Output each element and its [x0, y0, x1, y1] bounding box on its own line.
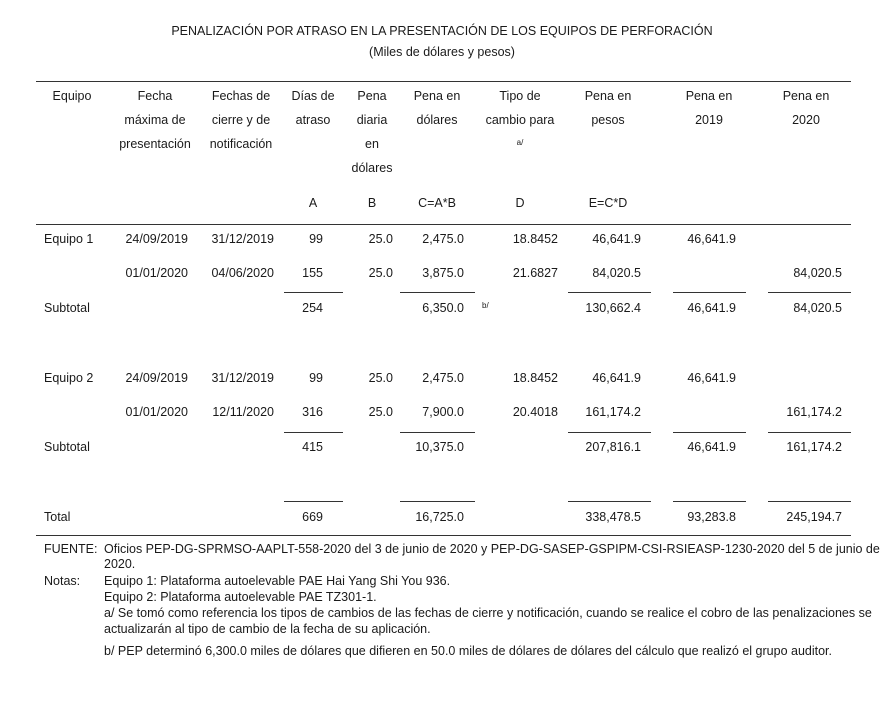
formula-a: A [308, 196, 318, 210]
cell-pena-dolares: 3,875.0 [422, 266, 464, 280]
cell-dias: 254 [302, 301, 323, 315]
header-fechas-cierre-2: cierre y de [211, 113, 271, 127]
cell-pena-pesos: 161,174.2 [585, 405, 641, 419]
header-dias-1: Días de [291, 89, 335, 103]
subtotal-rule [568, 292, 651, 293]
cell-dias: 316 [302, 405, 323, 419]
subtotal-rule [768, 292, 851, 293]
header-pena-pesos-1: Pena en [584, 89, 632, 103]
cell-fecha-cierre: 12/11/2020 [212, 405, 274, 419]
cell-pena-2020: 245,194.7 [786, 510, 842, 524]
total-rule [400, 501, 475, 502]
table-title: PENALIZACIÓN POR ATRASO EN LA PRESENTACIÓN DE LOS EQUIPOS DE PERFORACIÓN [171, 24, 713, 38]
cell-tipo-cambio: 21.6827 [512, 266, 558, 280]
cell-pena-pesos: 207,816.1 [585, 440, 641, 454]
header-tipo-cambio-note: a/ [516, 138, 524, 147]
cell-pena-dolares: 6,350.0 [422, 301, 464, 315]
subtotal-rule [284, 292, 343, 293]
subtotal-rule [768, 432, 851, 433]
header-pena-diaria-1: Pena [357, 89, 387, 103]
cell-equipo: Subtotal [44, 301, 90, 315]
cell-dias: 99 [309, 371, 323, 385]
cell-dias: 99 [309, 232, 323, 246]
nota-equipo-2: Equipo 2: Plataforma autoelevable PAE TZ301-1. [104, 590, 377, 604]
cell-pena-2019: 46,641.9 [687, 371, 736, 385]
header-fecha-max-3: presentación [119, 137, 191, 151]
cell-tipo-cambio: 20.4018 [512, 405, 558, 419]
cell-pena-pesos: 46,641.9 [592, 371, 641, 385]
subtotal-rule [284, 432, 343, 433]
header-tipo-cambio-1: Tipo de [499, 89, 541, 103]
fuente-label: FUENTE: [44, 542, 98, 556]
header-pena-2019-2: 2019 [695, 113, 723, 127]
cell-equipo: Subtotal [44, 440, 90, 454]
cell-pena-2019: 46,641.9 [687, 232, 736, 246]
header-pena-pesos-2: pesos [591, 113, 625, 127]
total-rule [768, 501, 851, 502]
header-pena-2020-1: Pena en [782, 89, 830, 103]
cell-pena-diaria: 25.0 [368, 266, 393, 280]
header-pena-2020-2: 2020 [792, 113, 820, 127]
cell-fecha-cierre: 04/06/2020 [211, 266, 274, 280]
header-pena-dolares-1: Pena en [413, 89, 461, 103]
header-pena-diaria-4: dólares [351, 161, 393, 175]
cell-fecha-max: 01/01/2020 [125, 266, 188, 280]
header-fechas-cierre-3: notificación [209, 137, 273, 151]
cell-pena-dolares: 16,725.0 [415, 510, 464, 524]
cell-pena-2020: 161,174.2 [786, 405, 842, 419]
formula-d: D [515, 196, 525, 210]
header-bottom-rule [36, 224, 851, 225]
cell-pena-pesos: 338,478.5 [585, 510, 641, 524]
header-fecha-max-2: máxima de [124, 113, 186, 127]
header-pena-diaria-2: diaria [356, 113, 388, 127]
cell-dias: 155 [302, 266, 323, 280]
nota-b: b/ PEP determinó 6,300.0 miles de dólares que difieren en 50.0 miles de dólares de dólares del cálculo que realizó el grupo auditor. [104, 644, 833, 658]
cell-equipo: Total [44, 510, 71, 524]
cell-tipo-cambio: 18.8452 [512, 371, 558, 385]
cell-note: b/ [482, 301, 489, 310]
cell-pena-diaria: 25.0 [368, 232, 393, 246]
cell-pena-pesos: 130,662.4 [585, 301, 641, 315]
cell-fecha-max: 24/09/2019 [125, 371, 188, 385]
header-dias-2: atraso [295, 113, 331, 127]
cell-pena-diaria: 25.0 [368, 405, 393, 419]
header-fechas-cierre-1: Fechas de [211, 89, 271, 103]
header-fecha-max-1: Fecha [137, 89, 173, 103]
formula-e: E=C*D [588, 196, 628, 210]
cell-pena-2020: 84,020.5 [793, 301, 842, 315]
header-top-rule [36, 81, 851, 82]
notas-label: Notas: [44, 574, 81, 588]
header-pena-2019-1: Pena en [685, 89, 733, 103]
fuente-text-2: 2020. [104, 557, 136, 571]
cell-pena-diaria: 25.0 [368, 371, 393, 385]
nota-a-2: actualizarán al tipo de cambio de la fecha de su aplicación. [104, 622, 431, 636]
total-rule [284, 501, 343, 502]
cell-pena-dolares: 2,475.0 [422, 371, 464, 385]
cell-fecha-max: 24/09/2019 [125, 232, 188, 246]
cell-pena-2019: 46,641.9 [687, 301, 736, 315]
header-pena-dolares-2: dólares [416, 113, 458, 127]
nota-equipo-1: Equipo 1: Plataforma autoelevable PAE Hai Yang Shi You 936. [104, 574, 451, 588]
header-pena-diaria-3: en [365, 137, 379, 151]
subtotal-rule [400, 432, 475, 433]
cell-pena-pesos: 46,641.9 [592, 232, 641, 246]
cell-fecha-max: 01/01/2020 [125, 405, 188, 419]
formula-c: C=A*B [418, 196, 456, 210]
cell-fecha-cierre: 31/12/2019 [211, 232, 274, 246]
total-rule [568, 501, 651, 502]
cell-dias: 415 [302, 440, 323, 454]
cell-equipo: Equipo 1 [44, 232, 94, 246]
cell-pena-2019: 46,641.9 [687, 440, 736, 454]
cell-pena-2019: 93,283.8 [687, 510, 736, 524]
table-bottom-rule [36, 535, 851, 536]
subtotal-rule [400, 292, 475, 293]
cell-pena-pesos: 84,020.5 [592, 266, 641, 280]
table-subtitle: (Miles de dólares y pesos) [369, 45, 515, 59]
header-tipo-cambio-2: cambio para [485, 113, 555, 127]
cell-tipo-cambio: 18.8452 [512, 232, 558, 246]
cell-dias: 669 [302, 510, 323, 524]
nota-a-1: a/ Se tomó como referencia los tipos de cambios de las fechas de cierre y notificación, cuando se realice el cobro de las penalizaciones se [104, 606, 872, 620]
cell-pena-dolares: 10,375.0 [415, 440, 464, 454]
header-equipo: Equipo [52, 89, 92, 103]
cell-pena-dolares: 2,475.0 [422, 232, 464, 246]
cell-fecha-cierre: 31/12/2019 [211, 371, 274, 385]
cell-pena-2020: 161,174.2 [786, 440, 842, 454]
fuente-text-1: Oficios PEP-DG-SPRMSO-AAPLT-558-2020 del 3 de junio de 2020 y PEP-DG-SASEP-GSPIPM-CSI-RSIEASP-1230-2020 del 5 de junio de [104, 542, 880, 556]
subtotal-rule [673, 432, 746, 433]
subtotal-rule [568, 432, 651, 433]
cell-pena-dolares: 7,900.0 [422, 405, 464, 419]
cell-equipo: Equipo 2 [44, 371, 94, 385]
formula-b: B [367, 196, 377, 210]
cell-pena-2020: 84,020.5 [793, 266, 842, 280]
total-rule [673, 501, 746, 502]
subtotal-rule [673, 292, 746, 293]
